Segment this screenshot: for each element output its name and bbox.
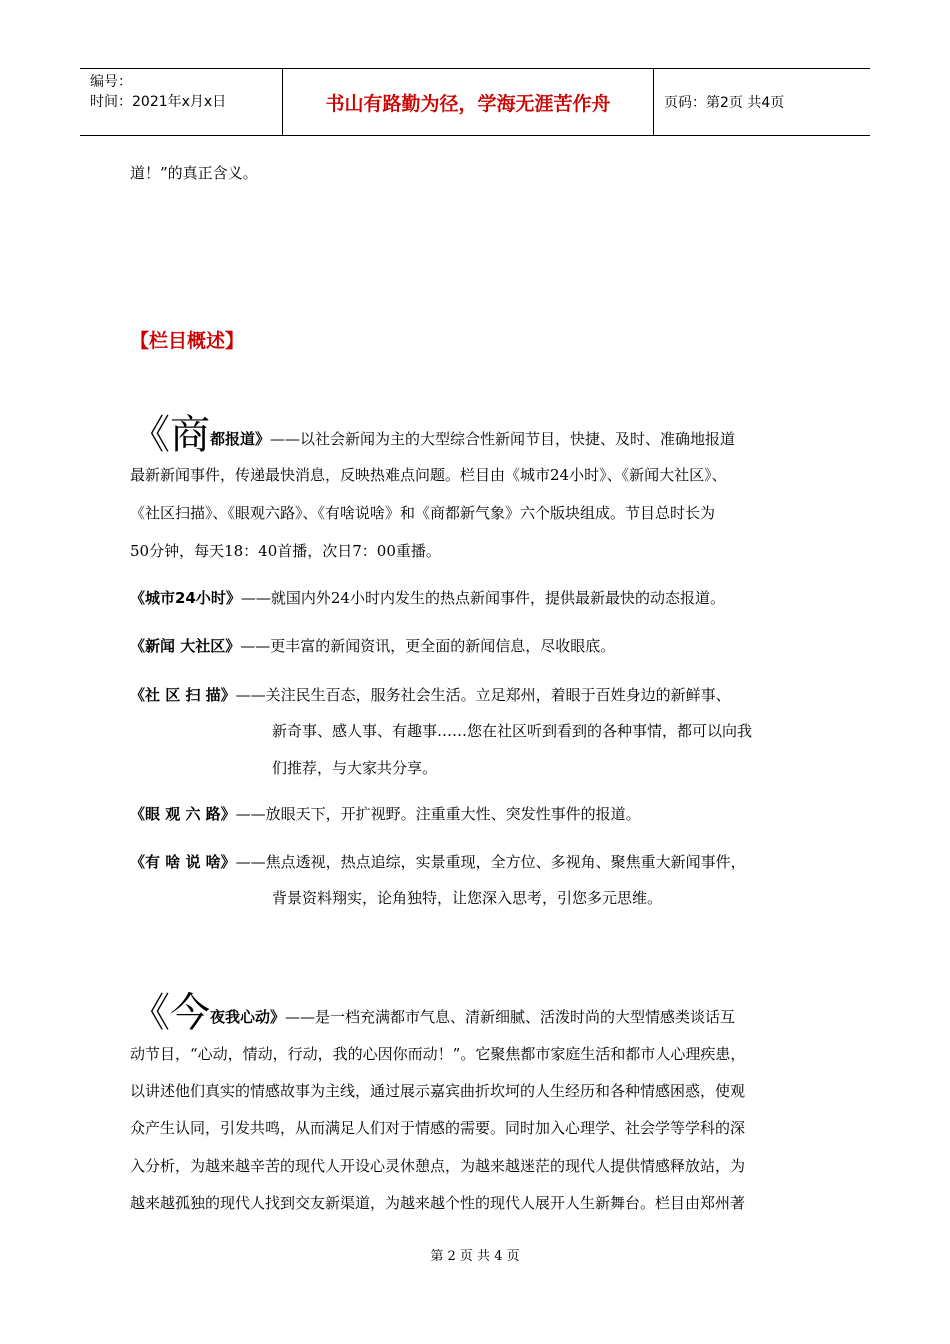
shangdu-line4: 50分钟，每天18：40首播，次日7：00重播。 <box>130 542 441 560</box>
page-footer: 第 2 页 共 4 页 <box>430 1249 520 1264</box>
header-page-number: 页码：第2页 共4页 <box>664 95 785 111</box>
segment-name: 《有 啥 说 啥》 <box>130 853 236 871</box>
shangdu-title-rest: 都报道》 <box>210 430 271 448</box>
jinye-quote-open: 《 <box>130 990 170 1036</box>
shangdu-first-line <box>130 412 735 462</box>
jinye-big-char: 今 <box>170 990 210 1036</box>
jinye-title-rest: 夜我心动》 <box>210 1008 286 1026</box>
jinye-first-line <box>130 990 735 1040</box>
jinye-line5: 入分析，为越来越辛苦的现代人开设心灵休憩点，为越来越迷茫的现代人提供情感释放站，为 <box>130 1157 746 1175</box>
segment-say-anything-line2: 背景资料翔实，论角独特，让您深入思考，引您多元思维。 <box>272 889 663 907</box>
segment-say-anything <box>130 852 746 872</box>
jinye-line3: 以讲述他们真实的情感故事为主线，通过展示嘉宾曲折坎坷的人生经历和各种情感困惑，使观 <box>130 1082 746 1100</box>
jinye-line6: 越来越孤独的现代人找到交友新渠道，为越来越个性的现代人展开人生新舞台。栏目由郑州著 <box>130 1194 746 1212</box>
segment-name: 《眼 观 六 路》 <box>130 805 236 823</box>
jinye-line1: ——是一档充满都市气息、清新细腻、活泼时尚的大型情感类谈话互 <box>285 1008 736 1026</box>
segment-desc: ——更丰富的新闻资讯，更全面的新闻信息，尽收眼底。 <box>240 637 616 655</box>
segment-community-scan <box>130 685 731 705</box>
shangdu-big-char: 商 <box>170 412 210 458</box>
jinye-line4: 众产生认同，引发共鸣，从而满足人们对于情感的需要。同时加入心理学、社会学等学科的深 <box>130 1119 746 1137</box>
section-title: 【栏目概述】 <box>130 330 245 352</box>
segment-desc: ——关注民生百态，服务社会生活。立足郑州，着眼于百姓身边的新鲜事、 <box>235 686 731 704</box>
segment-desc: ——放眼天下，开扩视野。注重重大性、突发性事件的报道。 <box>235 805 641 823</box>
shangdu-quote-open: 《 <box>130 412 170 458</box>
segment-desc: ——焦点透视，热点追综，实景重现，全方位、多视角、聚焦重大新闻事件， <box>235 853 746 871</box>
shangdu-line2: 最新新闻事件，传递最快消息，反映热难点问题。栏目由《城市24小时》、《新闻大社区》、 <box>130 466 727 484</box>
segment-name: 《社 区 扫 描》 <box>130 686 236 704</box>
segment-city24 <box>130 588 725 608</box>
page-header <box>80 68 870 136</box>
segment-community-scan-line3: 们推荐，与大家共分享。 <box>272 759 438 777</box>
segment-news-community <box>130 636 615 656</box>
header-time: 时间：2021年x月x日 <box>90 94 227 110</box>
continuation-text: 道！”的真正含义。 <box>130 164 258 182</box>
shangdu-line1: ——以社会新闻为主的大型综合性新闻节目，快捷、及时、准确地报道 <box>270 430 736 448</box>
segment-six-roads <box>130 804 641 824</box>
segment-desc: ——就国内外24小时内发生的热点新闻事件，提供最新最快的动态报道。 <box>240 589 725 607</box>
jinye-line2: 动节目，“心动，情动，行动，我的心因你而动！”。它聚焦都市家庭生活和都市人心理疾患， <box>130 1045 746 1063</box>
segment-name: 《新闻 大社区》 <box>130 637 241 655</box>
header-motto: 书山有路勤为径，学海无涯苦作舟 <box>282 69 654 135</box>
segment-community-scan-line2: 新奇事、感人事、有趣事……您在社区听到看到的各种事情，都可以向我 <box>272 722 753 740</box>
header-number: 编号： <box>90 74 132 90</box>
shangdu-line3: 《社区扫描》、《眼观六路》、《有啥说啥》和《商都新气象》六个版块组成。节目总时长为 <box>130 504 716 522</box>
segment-name: 《城市24小时》 <box>130 589 241 607</box>
header-meta <box>80 69 282 135</box>
